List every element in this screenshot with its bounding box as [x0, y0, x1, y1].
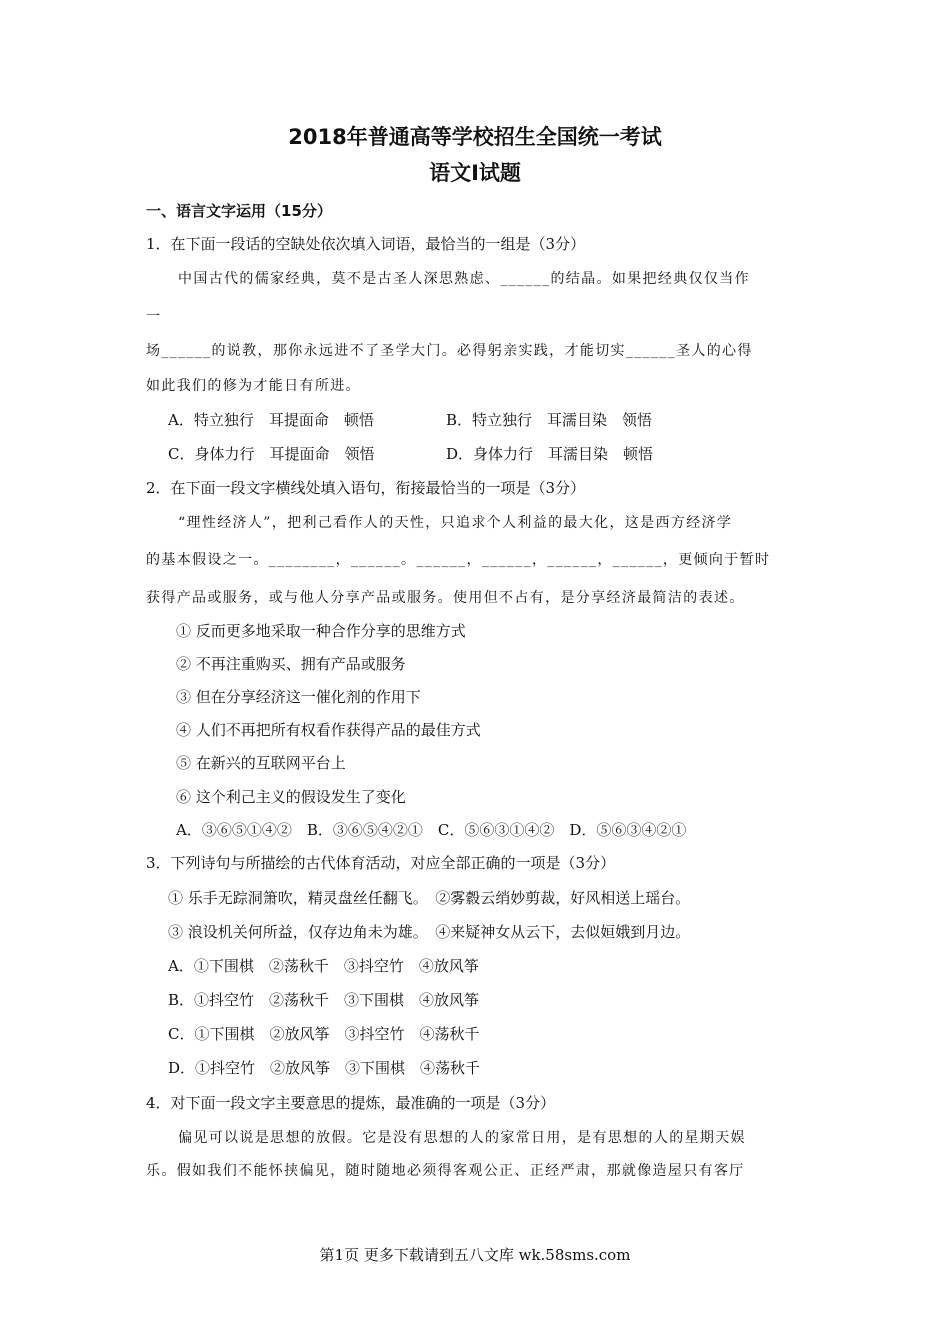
exam-title: 2018年普通高等学校招生全国统一考试: [288, 125, 662, 149]
q1-para-line: 场______的说教，那你永远进不了圣学大门。必得躬亲实践，才能切实______圣人的心得: [146, 343, 753, 359]
q2-sentence-item: ④ 人们不再把所有权看作获得产品的最佳方式: [176, 721, 481, 739]
q2-sentence-item: ③ 但在分享经济这一催化剂的作用下: [176, 688, 421, 706]
q2-sentence-item: ① 反而更多地采取一种合作分享的思维方式: [176, 622, 466, 640]
q3-poem-line: ① 乐手无踪洞箫吹，精灵盘丝任翻飞。 ②雾縠云绡妙剪裁，好风相送上瑶台。: [168, 889, 691, 907]
q4-stem: 4．对下面一段文字主要意思的提炼，最准确的一项是（3分）: [146, 1094, 556, 1112]
q4-para-line: 乐。假如我们不能怀挟偏见，随时随地必须得客观公正、正经严肃，那就像造屋只有客厅: [146, 1163, 745, 1179]
q2-para-line: 的基本假设之一。________，______。______，______，______，______，更倾向于暂时: [146, 552, 771, 568]
q1-option-c: C．身体力行 耳提面命 领悟: [168, 445, 375, 463]
page-footer: 第1页 更多下载请到五八文库 wk.58sms.com: [319, 1246, 631, 1264]
q2-sentence-item: ② 不再注重购买、拥有产品或服务: [176, 655, 406, 673]
q1-stem: 1．在下面一段话的空缺处依次填入词语，最恰当的一组是（3分）: [146, 235, 586, 253]
q1-para-line: 中国古代的儒家经典，莫不是古圣人深思熟虑、______的结晶。如果把经典仅仅当作: [178, 271, 750, 287]
q3-option-d: D．①抖空竹 ②放风筝 ③下围棋 ④荡秋千: [168, 1059, 481, 1077]
q1-option-a: A．特立独行 耳提面命 顿悟: [168, 411, 374, 429]
section-heading: 一、语言文字运用（15分）: [146, 202, 332, 220]
q1-option-b: B．特立独行 耳濡目染 领悟: [446, 411, 653, 429]
q3-option-a: A．①下围棋 ②荡秋千 ③抖空竹 ④放风筝: [168, 957, 479, 975]
q2-para-line: “理性经济人”，把利己看作人的天性，只追求个人利益的最大化，这是西方经济学: [178, 515, 733, 531]
q4-para-line: 偏见可以说是思想的放假。它是没有思想的人的家常日用，是有思想的人的星期天娱: [178, 1130, 746, 1146]
q1-para-line: 如此我们的修为才能日有所进。: [146, 378, 361, 394]
q2-options: A．③⑥⑤①④② B．③⑥⑤④②① C．⑤⑥③①④② D．⑤⑥③④②①: [176, 821, 687, 839]
q2-sentence-item: ⑥ 这个利己主义的假设发生了变化: [176, 788, 406, 806]
q3-stem: 3．下列诗句与所描绘的古代体育活动，对应全部正确的一项是（3分）: [146, 854, 616, 872]
q2-para-line: 获得产品或服务，或与他人分享产品或服务。使用但不占有，是分享经济最简洁的表述。: [146, 590, 745, 606]
q2-stem: 2．在下面一段文字横线处填入语句，衔接最恰当的一项是（3分）: [146, 479, 586, 497]
q1-para-line: 一: [146, 309, 162, 325]
q3-option-b: B．①抖空竹 ②荡秋千 ③下围棋 ④放风筝: [168, 991, 480, 1009]
q2-sentence-item: ⑤ 在新兴的互联网平台上: [176, 754, 346, 772]
exam-subtitle: 语文Ⅰ试题: [429, 161, 521, 185]
q1-option-d: D．身体力行 耳濡目染 顿悟: [446, 445, 654, 463]
q3-option-c: C．①下围棋 ②放风筝 ③抖空竹 ④荡秋千: [168, 1025, 480, 1043]
q3-poem-line: ③ 浪设机关何所益，仅存边角未为雄。 ④来疑神女从云下，去似姮娥到月边。: [168, 923, 691, 941]
